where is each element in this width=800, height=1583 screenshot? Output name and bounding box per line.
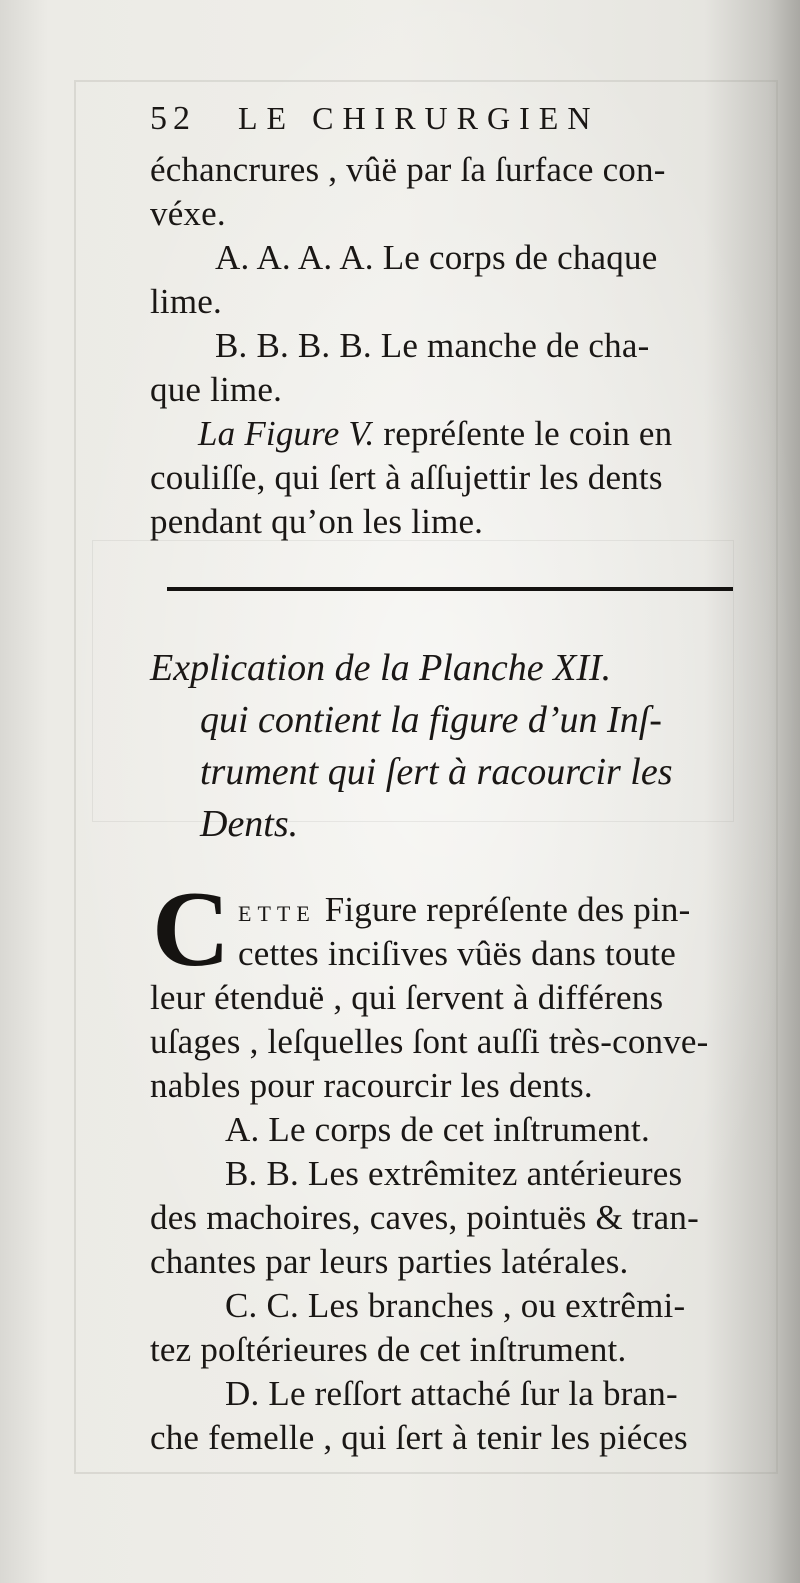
page-number: 52 — [150, 100, 196, 137]
text-line: cettes inciſives vûës dans toute — [238, 934, 676, 973]
first-word-smallcaps: ETTE — [238, 901, 316, 926]
section-divider-rule — [167, 587, 733, 591]
text-line: pendant qu’on les lime. — [150, 502, 484, 541]
text-line: que lime. — [150, 370, 283, 409]
running-head-title: LE CHIRURGIEN — [238, 100, 600, 136]
figure-v-rest: repréſente le coin en — [374, 414, 673, 453]
heading-line: Dents. — [200, 803, 299, 845]
text-line: che femelle , qui ſert à tenir les piéces — [150, 1418, 688, 1457]
text-line: échancrures , vûë par ſa ſurface con- — [150, 150, 666, 189]
text-line: uſages , leſquelles ſont auſſi très-conve- — [150, 1022, 709, 1061]
heading-line: qui contient la figure d’un Inſ- — [200, 699, 662, 741]
text-line: véxe. — [150, 194, 226, 233]
text-line: lime. — [150, 282, 222, 321]
drop-cap: C — [152, 870, 230, 989]
running-head — [150, 100, 750, 144]
text-line: chantes par leurs parties latérales. — [150, 1242, 629, 1281]
figure-v-paragraph-start — [198, 412, 672, 456]
first-line-text: Figure repréſente des pin- — [315, 890, 691, 929]
figure-v-label: La Figure V. — [198, 414, 375, 453]
body-first-line — [238, 888, 690, 936]
text-line: A. A. A. A. Le corps de chaque — [215, 238, 658, 277]
heading-line: trument qui ſert à racourcir les — [200, 751, 673, 793]
text-line: B. B. Les extrêmitez antérieures — [225, 1154, 683, 1193]
text-line: nables pour racourcir les dents. — [150, 1066, 593, 1105]
heading-line: Explication de la Planche XII. — [150, 647, 612, 689]
text-line: leur étenduë , qui ſervent à différens — [150, 978, 664, 1017]
text-line: B. B. B. B. Le manche de cha- — [215, 326, 650, 365]
text-line: D. Le reſſort attaché ſur la bran- — [225, 1374, 678, 1413]
text-line: des machoires, caves, pointuës & tran- — [150, 1198, 699, 1237]
text-line: A. Le corps de cet inſtrument. — [225, 1110, 650, 1149]
text-line: tez poſtérieures de cet inſtrument. — [150, 1330, 627, 1369]
text-line: couliſſe, qui ſert à aſſujettir les dents — [150, 458, 663, 497]
text-line: C. C. Les branches , ou extrêmi- — [225, 1286, 686, 1325]
